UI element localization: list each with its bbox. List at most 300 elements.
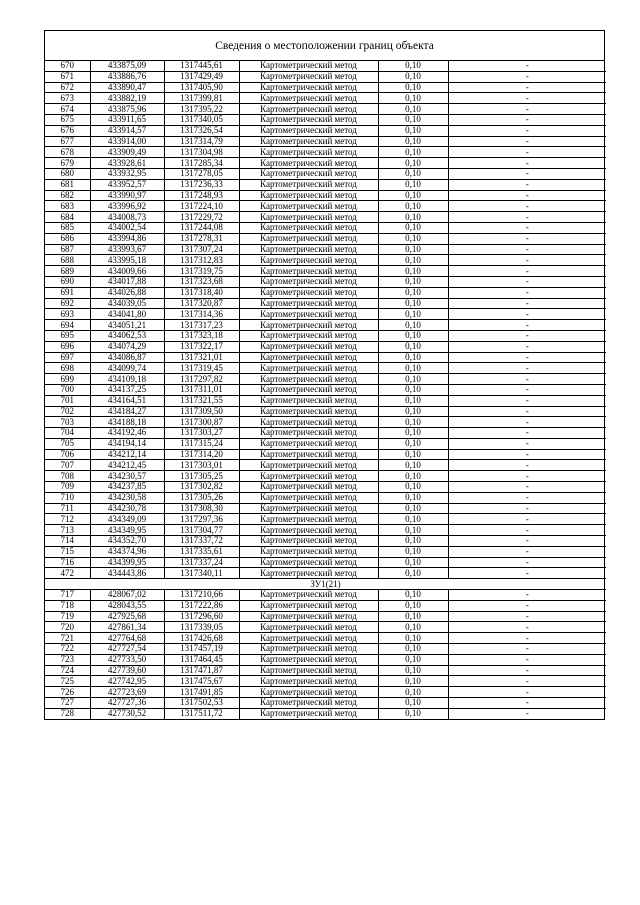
coord-x: 427723,69 xyxy=(90,687,164,698)
coord-y: 1317297,36 xyxy=(164,514,239,525)
description: - xyxy=(448,244,606,255)
coord-y: 1317314,79 xyxy=(164,136,239,147)
point-number: 722 xyxy=(45,644,90,655)
coord-x: 434352,70 xyxy=(90,536,164,547)
coord-y: 1317340,11 xyxy=(164,568,239,579)
method: Картометрический метод xyxy=(239,514,378,525)
coord-x: 434349,09 xyxy=(90,514,164,525)
table-row xyxy=(45,298,606,309)
table-row xyxy=(45,384,606,395)
accuracy: 0,10 xyxy=(378,708,448,718)
description: - xyxy=(448,600,606,611)
method: Картометрический метод xyxy=(239,687,378,698)
coord-y: 1317314,20 xyxy=(164,449,239,460)
method: Картометрический метод xyxy=(239,179,378,190)
table-row xyxy=(45,654,606,665)
coord-y: 1317248,93 xyxy=(164,190,239,201)
coord-x: 433952,57 xyxy=(90,179,164,190)
accuracy: 0,10 xyxy=(378,233,448,244)
coord-x: 427730,52 xyxy=(90,708,164,718)
table-row xyxy=(45,330,606,341)
section-header: ЗУ1(21) xyxy=(45,579,606,590)
description: - xyxy=(448,665,606,676)
table-row xyxy=(45,417,606,428)
table-row xyxy=(45,309,606,320)
table-row xyxy=(45,395,606,406)
coord-x: 434086,87 xyxy=(90,352,164,363)
coord-y: 1317317,23 xyxy=(164,320,239,331)
description: - xyxy=(448,622,606,633)
coord-y: 1317445,61 xyxy=(164,61,239,71)
accuracy: 0,10 xyxy=(378,546,448,557)
description: - xyxy=(448,363,606,374)
table-row xyxy=(45,136,606,147)
coord-y: 1317224,10 xyxy=(164,201,239,212)
table-row xyxy=(45,201,606,212)
coord-y: 1317502,53 xyxy=(164,698,239,709)
accuracy: 0,10 xyxy=(378,665,448,676)
accuracy: 0,10 xyxy=(378,168,448,179)
point-number: 686 xyxy=(45,233,90,244)
coord-x: 427727,36 xyxy=(90,698,164,709)
accuracy: 0,10 xyxy=(378,82,448,93)
method: Картометрический метод xyxy=(239,525,378,536)
point-number: 671 xyxy=(45,71,90,82)
accuracy: 0,10 xyxy=(378,406,448,417)
description: - xyxy=(448,233,606,244)
coord-x: 433994,86 xyxy=(90,233,164,244)
description: - xyxy=(448,546,606,557)
coord-x: 433909,49 xyxy=(90,147,164,158)
table-row xyxy=(45,471,606,482)
coord-x: 433993,67 xyxy=(90,244,164,255)
table-row xyxy=(45,287,606,298)
description: - xyxy=(448,514,606,525)
point-number: 704 xyxy=(45,428,90,439)
description: - xyxy=(448,136,606,147)
method: Картометрический метод xyxy=(239,557,378,568)
accuracy: 0,10 xyxy=(378,687,448,698)
method: Картометрический метод xyxy=(239,244,378,255)
accuracy: 0,10 xyxy=(378,525,448,536)
accuracy: 0,10 xyxy=(378,600,448,611)
method: Картометрический метод xyxy=(239,708,378,718)
coord-y: 1317321,55 xyxy=(164,395,239,406)
description: - xyxy=(448,611,606,622)
method: Картометрический метод xyxy=(239,644,378,655)
accuracy: 0,10 xyxy=(378,244,448,255)
method: Картометрический метод xyxy=(239,471,378,482)
coord-y: 1317399,81 xyxy=(164,93,239,104)
description: - xyxy=(448,374,606,385)
method: Картометрический метод xyxy=(239,266,378,277)
point-number: 717 xyxy=(45,590,90,601)
coord-x: 434164,51 xyxy=(90,395,164,406)
point-number: 715 xyxy=(45,546,90,557)
point-number: 713 xyxy=(45,525,90,536)
table-row xyxy=(45,233,606,244)
point-number: 472 xyxy=(45,568,90,579)
accuracy: 0,10 xyxy=(378,114,448,125)
point-number: 678 xyxy=(45,147,90,158)
method: Картометрический метод xyxy=(239,406,378,417)
page-title: Сведения о местоположении границ объекта xyxy=(45,31,604,61)
coord-y: 1317305,25 xyxy=(164,471,239,482)
accuracy: 0,10 xyxy=(378,104,448,115)
method: Картометрический метод xyxy=(239,190,378,201)
table-row xyxy=(45,266,606,277)
table-row xyxy=(45,352,606,363)
method: Картометрический метод xyxy=(239,417,378,428)
coord-x: 434237,85 xyxy=(90,482,164,493)
accuracy: 0,10 xyxy=(378,61,448,71)
table-row xyxy=(45,114,606,125)
method: Картометрический метод xyxy=(239,104,378,115)
table-row xyxy=(45,438,606,449)
description: - xyxy=(448,406,606,417)
accuracy: 0,10 xyxy=(378,568,448,579)
description: - xyxy=(448,168,606,179)
point-number: 718 xyxy=(45,600,90,611)
accuracy: 0,10 xyxy=(378,590,448,601)
coord-y: 1317302,82 xyxy=(164,482,239,493)
coord-y: 1317236,33 xyxy=(164,179,239,190)
table-row xyxy=(45,708,606,718)
method: Картометрический метод xyxy=(239,600,378,611)
description: - xyxy=(448,525,606,536)
point-number: 725 xyxy=(45,676,90,687)
coord-x: 433875,09 xyxy=(90,61,164,71)
accuracy: 0,10 xyxy=(378,255,448,266)
coord-x: 434194,14 xyxy=(90,438,164,449)
point-number: 690 xyxy=(45,276,90,287)
coord-y: 1317426,68 xyxy=(164,633,239,644)
description: - xyxy=(448,158,606,169)
table-row xyxy=(45,374,606,385)
description: - xyxy=(448,287,606,298)
method: Картометрический метод xyxy=(239,438,378,449)
table-row xyxy=(45,622,606,633)
coord-y: 1317296,60 xyxy=(164,611,239,622)
coord-y: 1317308,30 xyxy=(164,503,239,514)
coord-y: 1317300,87 xyxy=(164,417,239,428)
accuracy: 0,10 xyxy=(378,374,448,385)
method: Картометрический метод xyxy=(239,61,378,71)
description: - xyxy=(448,687,606,698)
point-number: 707 xyxy=(45,460,90,471)
table-row xyxy=(45,611,606,622)
accuracy: 0,10 xyxy=(378,557,448,568)
method: Картометрический метод xyxy=(239,320,378,331)
coord-x: 434184,27 xyxy=(90,406,164,417)
description: - xyxy=(448,471,606,482)
coord-x: 434230,58 xyxy=(90,492,164,503)
table-row xyxy=(45,590,606,601)
coord-y: 1317222,86 xyxy=(164,600,239,611)
coord-x: 433928,61 xyxy=(90,158,164,169)
description: - xyxy=(448,71,606,82)
description: - xyxy=(448,341,606,352)
coord-x: 427764,68 xyxy=(90,633,164,644)
description: - xyxy=(448,125,606,136)
coord-y: 1317464,45 xyxy=(164,654,239,665)
coordinates-table xyxy=(45,61,606,719)
method: Картометрический метод xyxy=(239,363,378,374)
coord-x: 433932,95 xyxy=(90,168,164,179)
method: Картометрический метод xyxy=(239,698,378,709)
coord-x: 428067,02 xyxy=(90,590,164,601)
accuracy: 0,10 xyxy=(378,611,448,622)
accuracy: 0,10 xyxy=(378,449,448,460)
accuracy: 0,10 xyxy=(378,298,448,309)
point-number: 700 xyxy=(45,384,90,395)
point-number: 703 xyxy=(45,417,90,428)
accuracy: 0,10 xyxy=(378,514,448,525)
coord-x: 427861,34 xyxy=(90,622,164,633)
accuracy: 0,10 xyxy=(378,417,448,428)
point-number: 693 xyxy=(45,309,90,320)
accuracy: 0,10 xyxy=(378,276,448,287)
coord-x: 434399,95 xyxy=(90,557,164,568)
accuracy: 0,10 xyxy=(378,266,448,277)
coord-x: 427727,54 xyxy=(90,644,164,655)
coord-y: 1317229,72 xyxy=(164,212,239,223)
point-number: 712 xyxy=(45,514,90,525)
table-row xyxy=(45,179,606,190)
description: - xyxy=(448,266,606,277)
table-row xyxy=(45,492,606,503)
method: Картометрический метод xyxy=(239,201,378,212)
coord-y: 1317335,61 xyxy=(164,546,239,557)
method: Картометрический метод xyxy=(239,568,378,579)
point-number: 682 xyxy=(45,190,90,201)
table-row xyxy=(45,600,606,611)
coord-x: 433875,96 xyxy=(90,104,164,115)
coord-y: 1317285,34 xyxy=(164,158,239,169)
table-row xyxy=(45,190,606,201)
description: - xyxy=(448,482,606,493)
point-number: 710 xyxy=(45,492,90,503)
coord-y: 1317475,67 xyxy=(164,676,239,687)
accuracy: 0,10 xyxy=(378,71,448,82)
table-row xyxy=(45,676,606,687)
method: Картометрический метод xyxy=(239,136,378,147)
coord-x: 427739,60 xyxy=(90,665,164,676)
table-row xyxy=(45,525,606,536)
accuracy: 0,10 xyxy=(378,460,448,471)
table-row xyxy=(45,82,606,93)
method: Картометрический метод xyxy=(239,168,378,179)
table-row xyxy=(45,147,606,158)
description: - xyxy=(448,395,606,406)
coord-x: 427733,50 xyxy=(90,654,164,665)
accuracy: 0,10 xyxy=(378,503,448,514)
point-number: 694 xyxy=(45,320,90,331)
coord-y: 1317309,50 xyxy=(164,406,239,417)
point-number: 709 xyxy=(45,482,90,493)
accuracy: 0,10 xyxy=(378,201,448,212)
point-number: 685 xyxy=(45,222,90,233)
method: Картометрический метод xyxy=(239,492,378,503)
coord-x: 434074,29 xyxy=(90,341,164,352)
point-number: 684 xyxy=(45,212,90,223)
point-number: 670 xyxy=(45,61,90,71)
description: - xyxy=(448,503,606,514)
coord-x: 434002,54 xyxy=(90,222,164,233)
coord-x: 434051,21 xyxy=(90,320,164,331)
method: Картометрический метод xyxy=(239,341,378,352)
table-row xyxy=(45,61,606,71)
method: Картометрический метод xyxy=(239,212,378,223)
coord-y: 1317339,05 xyxy=(164,622,239,633)
description: - xyxy=(448,428,606,439)
table-row xyxy=(45,212,606,223)
method: Картометрический метод xyxy=(239,374,378,385)
coord-y: 1317318,40 xyxy=(164,287,239,298)
table-row xyxy=(45,514,606,525)
method: Картометрический метод xyxy=(239,71,378,82)
coord-x: 434099,74 xyxy=(90,363,164,374)
table-row xyxy=(45,428,606,439)
description: - xyxy=(448,492,606,503)
description: - xyxy=(448,460,606,471)
method: Картометрический метод xyxy=(239,276,378,287)
point-number: 695 xyxy=(45,330,90,341)
table-row xyxy=(45,320,606,331)
method: Картометрический метод xyxy=(239,482,378,493)
table-row xyxy=(45,93,606,104)
accuracy: 0,10 xyxy=(378,287,448,298)
coord-y: 1317315,24 xyxy=(164,438,239,449)
method: Картометрический метод xyxy=(239,676,378,687)
accuracy: 0,10 xyxy=(378,471,448,482)
coord-y: 1317405,90 xyxy=(164,82,239,93)
point-number: 721 xyxy=(45,633,90,644)
point-number: 680 xyxy=(45,168,90,179)
method: Картометрический метод xyxy=(239,82,378,93)
table-row xyxy=(45,633,606,644)
coord-x: 428043,55 xyxy=(90,600,164,611)
method: Картометрический метод xyxy=(239,590,378,601)
table-row xyxy=(45,104,606,115)
accuracy: 0,10 xyxy=(378,136,448,147)
table-row xyxy=(45,363,606,374)
table-row xyxy=(45,255,606,266)
method: Картометрический метод xyxy=(239,352,378,363)
coord-y: 1317304,98 xyxy=(164,147,239,158)
description: - xyxy=(448,384,606,395)
point-number: 708 xyxy=(45,471,90,482)
accuracy: 0,10 xyxy=(378,644,448,655)
description: - xyxy=(448,179,606,190)
accuracy: 0,10 xyxy=(378,179,448,190)
point-number: 714 xyxy=(45,536,90,547)
method: Картометрический метод xyxy=(239,233,378,244)
coord-x: 433911,65 xyxy=(90,114,164,125)
coord-y: 1317307,24 xyxy=(164,244,239,255)
point-number: 724 xyxy=(45,665,90,676)
accuracy: 0,10 xyxy=(378,363,448,374)
description: - xyxy=(448,276,606,287)
description: - xyxy=(448,417,606,428)
coord-x: 433990,97 xyxy=(90,190,164,201)
coord-x: 434374,96 xyxy=(90,546,164,557)
coord-y: 1317278,05 xyxy=(164,168,239,179)
coord-y: 1317323,68 xyxy=(164,276,239,287)
coord-y: 1317314,36 xyxy=(164,309,239,320)
method: Картометрический метод xyxy=(239,428,378,439)
description: - xyxy=(448,93,606,104)
description: - xyxy=(448,536,606,547)
description: - xyxy=(448,309,606,320)
accuracy: 0,10 xyxy=(378,622,448,633)
accuracy: 0,10 xyxy=(378,395,448,406)
coord-x: 434137,25 xyxy=(90,384,164,395)
point-number: 675 xyxy=(45,114,90,125)
point-number: 687 xyxy=(45,244,90,255)
accuracy: 0,10 xyxy=(378,330,448,341)
table-row xyxy=(45,536,606,547)
coord-y: 1317319,45 xyxy=(164,363,239,374)
coord-x: 433996,92 xyxy=(90,201,164,212)
coord-x: 434039,05 xyxy=(90,298,164,309)
coord-x: 433882,19 xyxy=(90,93,164,104)
accuracy: 0,10 xyxy=(378,698,448,709)
coord-y: 1317303,01 xyxy=(164,460,239,471)
accuracy: 0,10 xyxy=(378,341,448,352)
method: Картометрический метод xyxy=(239,536,378,547)
coord-y: 1317340,05 xyxy=(164,114,239,125)
coord-x: 434212,45 xyxy=(90,460,164,471)
method: Картометрический метод xyxy=(239,460,378,471)
coord-y: 1317471,87 xyxy=(164,665,239,676)
coord-x: 434192,46 xyxy=(90,428,164,439)
table-row xyxy=(45,665,606,676)
point-number: 726 xyxy=(45,687,90,698)
coord-x: 434009,66 xyxy=(90,266,164,277)
accuracy: 0,10 xyxy=(378,633,448,644)
point-number: 702 xyxy=(45,406,90,417)
method: Картометрический метод xyxy=(239,654,378,665)
point-number: 727 xyxy=(45,698,90,709)
coord-x: 433890,47 xyxy=(90,82,164,93)
method: Картометрический метод xyxy=(239,330,378,341)
coord-y: 1317244,08 xyxy=(164,222,239,233)
table-row xyxy=(45,557,606,568)
accuracy: 0,10 xyxy=(378,320,448,331)
point-number: 696 xyxy=(45,341,90,352)
coord-y: 1317511,72 xyxy=(164,708,239,718)
boundary-info-sheet xyxy=(44,30,605,720)
point-number: 705 xyxy=(45,438,90,449)
accuracy: 0,10 xyxy=(378,482,448,493)
accuracy: 0,10 xyxy=(378,222,448,233)
description: - xyxy=(448,255,606,266)
description: - xyxy=(448,568,606,579)
coord-x: 434230,78 xyxy=(90,503,164,514)
point-number: 691 xyxy=(45,287,90,298)
method: Картометрический метод xyxy=(239,546,378,557)
accuracy: 0,10 xyxy=(378,125,448,136)
description: - xyxy=(448,212,606,223)
accuracy: 0,10 xyxy=(378,438,448,449)
accuracy: 0,10 xyxy=(378,309,448,320)
description: - xyxy=(448,698,606,709)
accuracy: 0,10 xyxy=(378,147,448,158)
description: - xyxy=(448,590,606,601)
point-number: 711 xyxy=(45,503,90,514)
table-row xyxy=(45,482,606,493)
